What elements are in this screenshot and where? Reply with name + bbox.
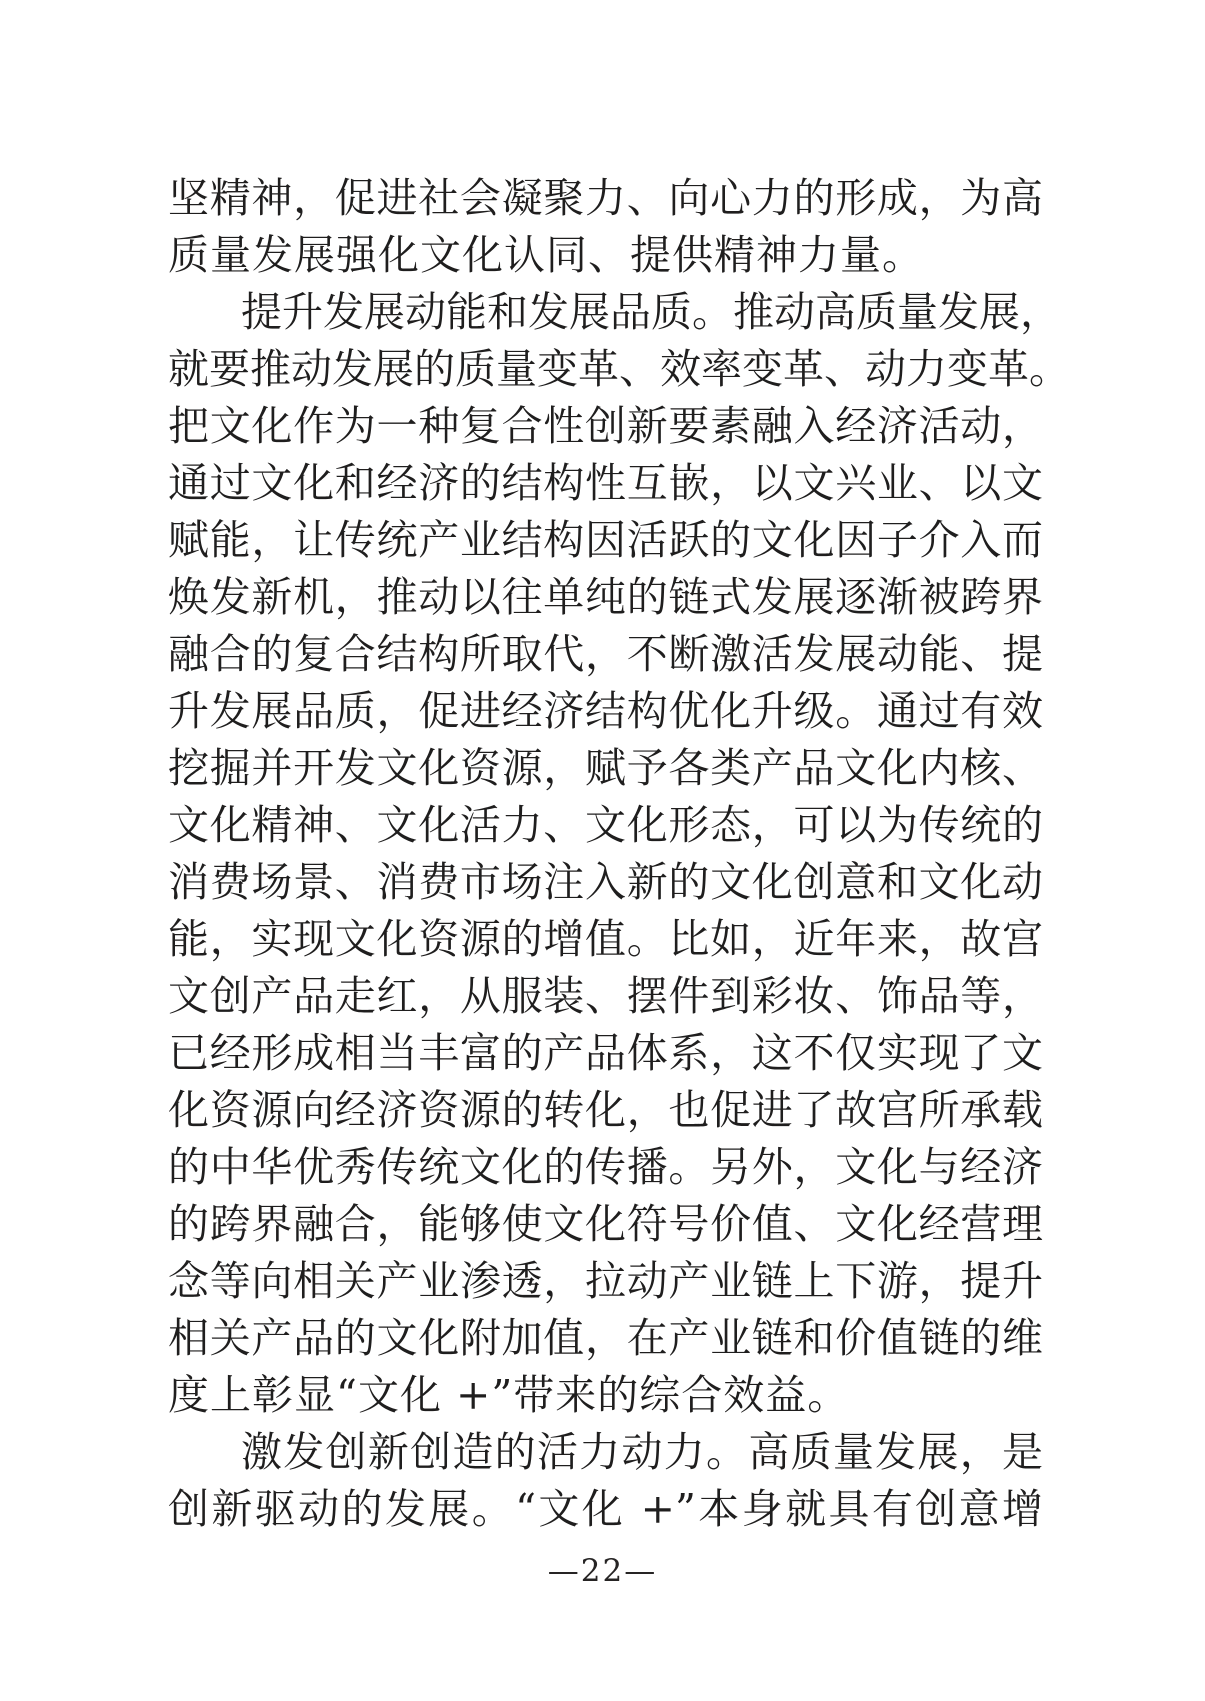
- text-line: 挖掘并开发文化资源，赋予各类产品文化内核、: [168, 744, 1043, 792]
- text-line: 通过文化和经济的结构性互嵌，以文兴业、以文: [168, 459, 1043, 507]
- text-line: 的中华优秀传统文化的传播。另外，文化与经济: [168, 1143, 1043, 1191]
- text-line: 创新驱动的发展。“文化 +”本身就具有创意增: [168, 1485, 1043, 1533]
- text-line: 把文化作为一种复合性创新要素融入经济活动，: [168, 402, 1043, 450]
- text-line: 念等向相关产业渗透，拉动产业链上下游，提升: [168, 1257, 1043, 1305]
- text-line: 文创产品走红，从服装、摆件到彩妆、饰品等，: [168, 972, 1043, 1020]
- text-line: 提升发展动能和发展品质。推动高质量发展，: [241, 288, 1061, 336]
- text-line: 相关产品的文化附加值，在产业链和价值链的维: [168, 1314, 1043, 1362]
- text-line: 化资源向经济资源的转化，也促进了故宫所承载: [168, 1086, 1043, 1134]
- text-line: 质量发展强化文化认同、提供精神力量。: [168, 231, 924, 279]
- text-line: 能，实现文化资源的增值。比如，近年来，故宫: [168, 915, 1043, 963]
- text-line: 赋能，让传统产业结构因活跃的文化因子介入而: [168, 516, 1043, 564]
- text-line: 焕发新机，推动以往单纯的链式发展逐渐被跨界: [168, 573, 1043, 621]
- document-text: [168, 170, 1070, 1538]
- text-line: 度上彰显“文化 +”带来的综合效益。: [168, 1371, 850, 1419]
- text-line: 的跨界融合，能够使文化符号价值、文化经营理: [168, 1200, 1043, 1248]
- text-line: 就要推动发展的质量变革、效率变革、动力变革。: [168, 345, 1070, 393]
- text-line: 激发创新创造的活力动力。高质量发展，是: [241, 1428, 1043, 1476]
- text-line: 融合的复合结构所取代，不断激活发展动能、提: [168, 630, 1043, 678]
- text-line: 升发展品质，促进经济结构优化升级。通过有效: [168, 687, 1043, 735]
- text-line: 已经形成相当丰富的产品体系，这不仅实现了文: [168, 1029, 1043, 1077]
- page-number: —22—: [547, 1553, 658, 1589]
- text-line: 坚精神，促进社会凝聚力、向心力的形成，为高: [168, 174, 1043, 222]
- text-line: 文化精神、文化活力、文化形态，可以为传统的: [168, 801, 1043, 849]
- text-line: 消费场景、消费市场注入新的文化创意和文化动: [168, 858, 1043, 906]
